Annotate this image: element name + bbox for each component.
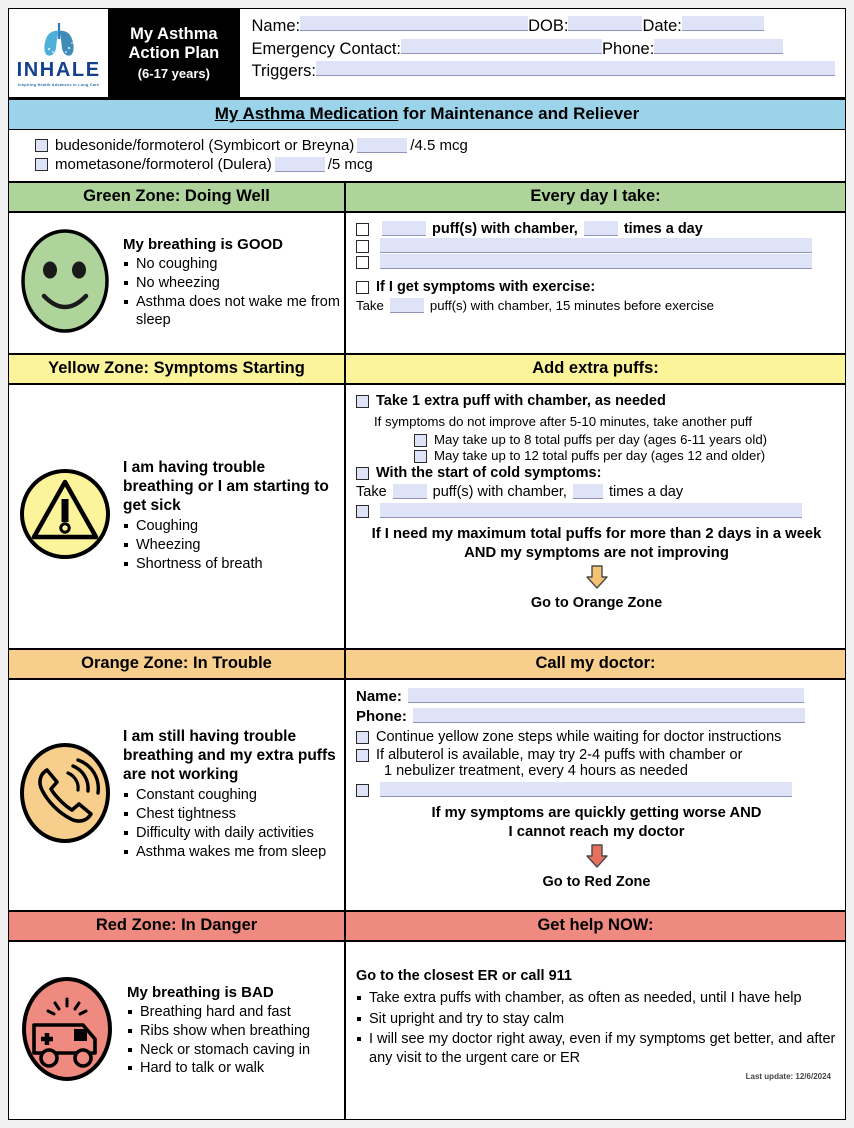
title-line-1: My Asthma	[130, 24, 218, 43]
document-title	[109, 9, 238, 97]
warning-triangle-icon	[17, 466, 113, 567]
list-item: Neck or stomach caving in	[127, 1041, 340, 1060]
yellow-zone-body	[9, 385, 845, 650]
daily-dose-row	[356, 221, 837, 237]
cold-symptoms-label: With the start of cold symptoms:	[376, 465, 602, 481]
title-line-2: Action Plan	[128, 43, 220, 62]
medication-dose-input[interactable]	[275, 157, 325, 172]
green-zone-title: Green Zone: Doing Well	[9, 183, 346, 211]
green-zone-body	[9, 213, 845, 355]
date-input[interactable]	[682, 16, 764, 31]
yellow-zone-symptoms	[9, 385, 346, 648]
green-blank-input[interactable]	[380, 254, 812, 269]
inhale-logo	[9, 9, 109, 97]
list-item: Difficulty with daily activities	[123, 824, 340, 843]
medication-dose-unit: /4.5 mcg	[410, 137, 468, 154]
cold-times-input[interactable]	[573, 484, 603, 499]
doctor-name-row	[356, 688, 837, 705]
medication-list	[9, 130, 845, 183]
cold-puffs-input[interactable]	[393, 484, 427, 499]
medication-banner	[9, 99, 845, 130]
yellow-symptom-list	[123, 517, 340, 574]
yellow-escalation-line-2: AND my symptoms are not improving	[464, 544, 729, 561]
green-blank-row	[356, 238, 837, 253]
medication-name: mometasone/formoterol (Dulera)	[55, 156, 272, 173]
triggers-input[interactable]	[316, 61, 835, 76]
title-age-range: (6-17 years)	[137, 66, 210, 82]
yellow-zone-title: Yellow Zone: Symptoms Starting	[9, 355, 346, 383]
doctor-phone-label: Phone:	[356, 708, 407, 725]
phone-label: Phone:	[601, 39, 655, 58]
red-zone-header	[9, 912, 845, 942]
orange-blank-checkbox[interactable]	[356, 784, 369, 797]
albuterol-checkbox[interactable]	[356, 749, 369, 762]
list-item: Asthma wakes me from sleep	[123, 843, 340, 862]
orange-zone-body	[9, 680, 845, 912]
cold-dose-row	[356, 484, 837, 500]
patient-info-form	[239, 9, 846, 97]
exercise-checkbox[interactable]	[356, 281, 369, 294]
max-puffs-row-b	[414, 448, 837, 463]
medication-checkbox[interactable]	[35, 139, 48, 152]
name-label: Name:	[251, 17, 301, 35]
green-blank-checkbox[interactable]	[356, 240, 369, 253]
triggers-label: Triggers:	[251, 62, 316, 80]
cold-symptoms-row	[356, 465, 837, 481]
list-item: Ribs show when breathing	[127, 1022, 340, 1041]
extra-puff-checkbox[interactable]	[356, 395, 369, 408]
list-item: No wheezing	[123, 274, 340, 293]
yellow-arrow-down-icon	[356, 564, 837, 595]
cold-mid-label: puff(s) with chamber,	[432, 484, 567, 500]
list-item: Coughing	[123, 517, 340, 536]
medication-item	[35, 137, 845, 154]
orange-blank-row	[356, 782, 837, 797]
yellow-blank-row	[356, 503, 837, 518]
exercise-post-label: puff(s) with chamber, 15 minutes before exercise	[429, 298, 715, 313]
exercise-dose-row	[356, 298, 837, 313]
red-action-title: Go to the closest ER or call 911	[356, 968, 572, 984]
yellow-zone-actions	[346, 385, 845, 648]
daily-dose-end-label: times a day	[623, 221, 703, 237]
orange-escalation-line-1: If my symptoms are quickly getting worse AND	[431, 805, 762, 821]
daily-dose-checkbox[interactable]	[356, 223, 369, 236]
medication-banner-underlined: My Asthma Medication	[214, 104, 399, 123]
green-symptom-list	[123, 255, 340, 330]
medication-name: budesonide/formoterol (Symbicort or Breyna)	[55, 137, 355, 154]
doctor-name-input[interactable]	[408, 688, 804, 703]
orange-zone-title: Orange Zone: In Trouble	[9, 650, 346, 678]
max-puffs-row-a	[414, 432, 837, 447]
albuterol-label-line-1: If albuterol is available, may try 2-4 puffs with chamber or	[376, 747, 743, 763]
continue-yellow-row	[356, 729, 837, 745]
ringing-phone-icon	[17, 740, 113, 851]
medication-checkbox[interactable]	[35, 158, 48, 171]
daily-times-input[interactable]	[584, 221, 618, 236]
daily-puffs-input[interactable]	[382, 221, 426, 236]
doctor-phone-input[interactable]	[413, 708, 805, 723]
doctor-name-label: Name:	[356, 688, 402, 705]
list-item: Sit upright and try to stay calm	[356, 1010, 837, 1029]
dob-label: DOB:	[528, 17, 569, 35]
list-item: I will see my doctor right away, even if my symptoms get better, and after any visit to the urgent care or ER	[356, 1030, 837, 1068]
medication-banner-rest: for Maintenance and Reliever	[398, 104, 640, 123]
yellow-escalation-note	[356, 525, 837, 563]
cold-end-label: times a day	[608, 484, 684, 500]
red-zone-symptoms	[9, 942, 346, 1120]
max-puffs-checkbox-a[interactable]	[414, 434, 427, 447]
emergency-contact-input[interactable]	[401, 39, 602, 54]
orange-zone-symptoms	[9, 680, 346, 910]
albuterol-row	[356, 747, 837, 779]
cold-symptoms-checkbox[interactable]	[356, 467, 369, 480]
list-item: Chest tightness	[123, 805, 340, 824]
date-label: Date:	[642, 17, 682, 35]
medication-dose-input[interactable]	[357, 138, 407, 153]
document-header	[9, 9, 845, 99]
orange-escalation-line-2: I cannot reach my doctor	[508, 823, 685, 840]
cold-pre-label: Take	[356, 484, 387, 500]
ambulance-icon	[17, 973, 117, 1090]
exercise-pre-label: Take	[356, 298, 384, 313]
red-symptom-list	[127, 1003, 340, 1078]
orange-arrow-down-icon	[356, 843, 837, 874]
last-update-note: Last update: 12/6/2024	[745, 1072, 831, 1082]
red-action-list	[356, 989, 837, 1068]
yellow-zone-header	[9, 355, 845, 385]
continue-yellow-checkbox[interactable]	[356, 731, 369, 744]
logo-tagline: Inspiring Health Advances in Lung Care	[18, 82, 100, 87]
phone-input[interactable]	[654, 39, 783, 54]
doctor-phone-row	[356, 708, 837, 725]
list-item: No coughing	[123, 255, 340, 274]
yellow-goto-label: Go to Orange Zone	[530, 594, 663, 611]
yellow-blank-input[interactable]	[380, 503, 802, 518]
red-zone-actions	[346, 942, 845, 1120]
green-zone-actions	[346, 213, 845, 353]
extra-puff-row	[356, 393, 837, 409]
lungs-icon	[33, 19, 85, 59]
list-item: Shortness of breath	[123, 555, 340, 574]
orange-zone-actions	[346, 680, 845, 910]
green-blank-row	[356, 254, 837, 269]
list-item: Take extra puffs with chamber, as often as needed, until I have help	[356, 989, 837, 1008]
orange-escalation-note	[356, 804, 837, 842]
max-puffs-checkbox-b[interactable]	[414, 450, 427, 463]
orange-blank-input[interactable]	[380, 782, 792, 797]
red-zone-action-title: Get help NOW:	[537, 916, 654, 934]
albuterol-label-line-2: 1 nebulizer treatment, every 4 hours as needed	[384, 763, 688, 779]
dob-input[interactable]	[568, 16, 642, 31]
smiley-face-icon	[17, 226, 113, 341]
exercise-label: If I get symptoms with exercise:	[376, 279, 596, 295]
orange-zone-action-title: Call my doctor:	[535, 654, 656, 672]
daily-dose-mid-label: puff(s) with chamber,	[432, 221, 578, 237]
green-blank-checkbox[interactable]	[356, 256, 369, 269]
green-zone-action-title: Every day I take:	[530, 187, 661, 205]
list-item: Constant coughing	[123, 786, 340, 805]
list-item: Asthma does not wake me from sleep	[123, 293, 340, 331]
exercise-puffs-input[interactable]	[390, 298, 424, 313]
list-item: Wheezing	[123, 536, 340, 555]
name-input[interactable]	[300, 16, 528, 31]
red-zone-body	[9, 942, 845, 1120]
red-symptom-title: My breathing is BAD	[127, 983, 274, 1001]
orange-goto-label: Go to Red Zone	[542, 873, 651, 890]
yellow-zone-action-title: Add extra puffs:	[532, 359, 659, 377]
improve-note: If symptoms do not improve after 5-10 minutes, take another puff	[374, 414, 752, 429]
yellow-escalation-line-1: If I need my maximum total puffs for more than 2 days in a week	[371, 526, 822, 542]
orange-symptom-list	[123, 786, 340, 861]
emergency-contact-label: Emergency Contact:	[251, 39, 401, 58]
asthma-action-plan-document	[8, 8, 846, 1120]
green-zone-header	[9, 183, 845, 213]
green-symptom-title: My breathing is GOOD	[123, 235, 284, 253]
list-item: Hard to talk or walk	[127, 1059, 340, 1078]
name-row	[252, 16, 836, 35]
red-zone-title: Red Zone: In Danger	[9, 912, 346, 940]
yellow-blank-checkbox[interactable]	[356, 505, 369, 518]
max-puffs-label-a: May take up to 8 total puffs per day (ages 6-11 years old)	[434, 432, 768, 447]
yellow-symptom-title: I am having trouble breathing or I am starting to get sick	[123, 459, 329, 515]
extra-puff-label: Take 1 extra puff with chamber, as needed	[376, 393, 666, 409]
triggers-row	[252, 61, 836, 80]
emergency-contact-row	[252, 39, 836, 58]
medication-dose-unit: /5 mcg	[327, 156, 373, 173]
max-puffs-label-b: May take up to 12 total puffs per day (ages 12 and older)	[434, 448, 766, 463]
orange-zone-header	[9, 650, 845, 680]
exercise-row	[356, 279, 837, 295]
logo-wordmark: INHALE	[16, 59, 101, 81]
continue-yellow-label: Continue yellow zone steps while waiting for doctor instructions	[376, 729, 782, 745]
list-item: Breathing hard and fast	[127, 1003, 340, 1022]
orange-symptom-title: I am still having trouble breathing and my extra puffs are not working	[123, 728, 336, 784]
green-zone-symptoms	[9, 213, 346, 353]
medication-item	[35, 156, 845, 173]
green-blank-input[interactable]	[380, 238, 812, 253]
